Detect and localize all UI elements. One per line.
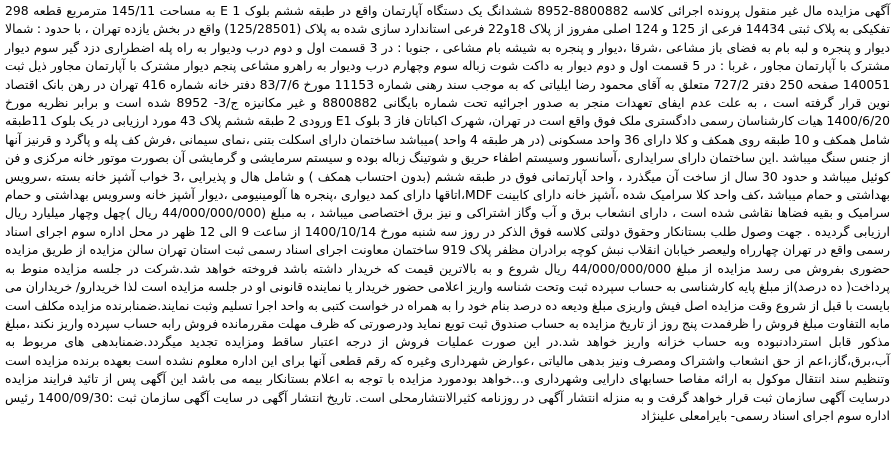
notice-body-text: آگهی مزایده مال غیر منقول پرونده اجرائی کلاسه 8800882-8952 ششدانگ یک دستگاه آپارتمان واقع در طبقه ششم بلوک E 1 به مساحت 145/11 مترمربع قطعه 298 تفکیکی به پلاک ثبتی 14434 فرعی از 125 و 124 اصلی مفروز از پلاک 18و22 فرعی استاندارد سازی شده به پلاک (125/28501) واقع در بخش یازده تهران ، با حدود : شمالا دیوار و پنجره و لبه بام به فضای باز مشاعی ،شرقا ،دیوار و پنجره به شیشه بام مشاعی ، جنوبا : در 3 قسمت اول و دوم درب ودیوار به راه پله اضطراری دزد گیر سوم دیوار مشترک با آپارتمان مجاور ، غربا : در 5 قسمت اول و دوم دیوار به داکت شوت زباله سوم وچهارم درب ودیوار به راهرو مشاعی پنجم دیوار مشترک با آپارتمان مجاور ذیل ثبت 140051 صفحه 250 دفتر 727/2 متعلق به آقای محمود رضا ایلیاتی که به موجب سند رهنی شماره 11153 مورخ 83/7/6 دفتر خانه شماره 416 تهران در رهن بانک اقتصاد نوین قرار گرفته است ، به علت عدم ایفای تعهدات منجر به صدور اجرائیه تحت شماره بایگانی 8800882 و غیر مکانیزه ج/3- 8952 شده است و برابر نظریه مورخ 1400/6/20 هیات کارشناسان رسمی دادگستری ملک فوق واقع است در تهران، شهرک اکباتان فاز 3 بلوک E1 ورودی 2 طبقه ششم پلاک 43 مورد ارزیابی در یک بلوک 11طبقه شامل همکف و 10 طبقه روی همکف و کلا دارای 36 واحد مسکونی (در هر طبقه 4 واحد )میباشد ساختمان دارای اسکلت بتنی ،نمای سیمانی ،فرش کف پله و پاگرد و قرنیز آنها از جنس سنگ میباشد .این ساختمان دارای سرایداری ،آسانسور وسیستم اطفاء حریق و شوتینگ زباله بوده و سیستم سرمایشی و گرمایشی آن بصورت موتور خانه مرکزی و فن کوئیل میباشد و حدود 30 سال از ساخت آن میگذرد ، واحد آپارتمانی فوق در طبقه ششم (بدون احتساب همکف ) و شامل هال و پذیرایی ،3 خواب آشپز خانه بسته ،سرویس بهداشتی و حمام میباشد ،کف واحد کلا سرامیک شده ،آشپز خانه دارای کابینت MDF،اتاقها دارای کمد دیواری ،پنجره ها آلومینیومی ،دیوار آشپز خانه وسرویس بهداشتی و حمام سرامیک و بقیه فضاها نقاشی شده است ، دارای انشعاب برق و آب وگاز اشتراکی و نیز برق اختصاصی میباشد ، به مبلغ (44/000/000/000 ریال )چهل وچهار میلیارد ریال ارزیابی گردیده . جهت وصول طلب بستانکار وحقوق دولتی کلاسه فوق الذکر در روز سه شنبه مورخ 1400/10/14 از ساعت 9 الی 12 ظهر در محل اداره سوم اجرای اسناد رسمی واقع در تهران چهارراه ولیعصر خیابان انقلاب نبش کوچه برادران مظفر پلاک 919 ساختمان معاونت اجرای اسناد رسمی ثبت استان تهران سالن مزایده از طریق مزایده حضوری بفروش می رسد مزایده از مبلغ 44/000/000/000 ریال شروع و به بالاترین قیمت که خریدار داشته باشد فروخته خواهد شد.شرکت در جلسه مزایده منوط به پرداخت( ده درصد)از مبلغ پایه کارشناسی به حساب سپرده ثبت وتحت شناسه واریز اعلامی حضور خریدار یا نماینده قانونی او در جلسه مزایده است لذا خریدارو/ خریداران می بایست با قبل از شروع وقت مزایده اصل فیش واریزی مبلغ ودیعه ده درصد بنام خود را به همراه در خواست کتبی به واحد اجرا تسلیم وثبت نمایند.ضمنابرنده مزایده مکلف است مابه التفاوت مبلغ فروش را ظرفمدت پنج روز از تاریخ مزایده به حساب صندوق ثبت توبع نماید ودرصورتی که ظرف مهلت مقررمانده فروش رابه حساب سپرده واریز نکند ،مبلغ مذکور قابل استردادنبوده وبه حساب خزانه واریز خواهد شد.در این صورت عملیات فروش از درجه اعتبار ساقط ومزایده تجدید میگردد.ضمنابدهی های مربوط به آب،برق،گاز،اعم از حق انشعاب واشتراک ومصرف ونیز بدهی مالیاتی ،عوارض شهرداری وغیره که رقم قطعی آنها برای این اداره معلوم نشده است بعهده برنده مزایده است وتنظیم سند انتقال موکول به ارائه مفاصا حسابهای دارایی وشهرداری و...خواهد بودمورد مزایده با توجه به اعلام بستانکار بیمه می باشد این آگهی پس از تائید فرایند مزایده درسایت آگهی سازمان ثبت قرار خواهد گرفت و به منزله انتشار آگهی در روزنامه کثیرالانتشارمحلی است. تاریخ انتشار آگهی در سایت آگهی سازمان ثبت :1400/09/30 رئیس اداره سوم اجرای اسناد رسمی- بایرامعلی علینژاد <box>5 3 891 423</box>
